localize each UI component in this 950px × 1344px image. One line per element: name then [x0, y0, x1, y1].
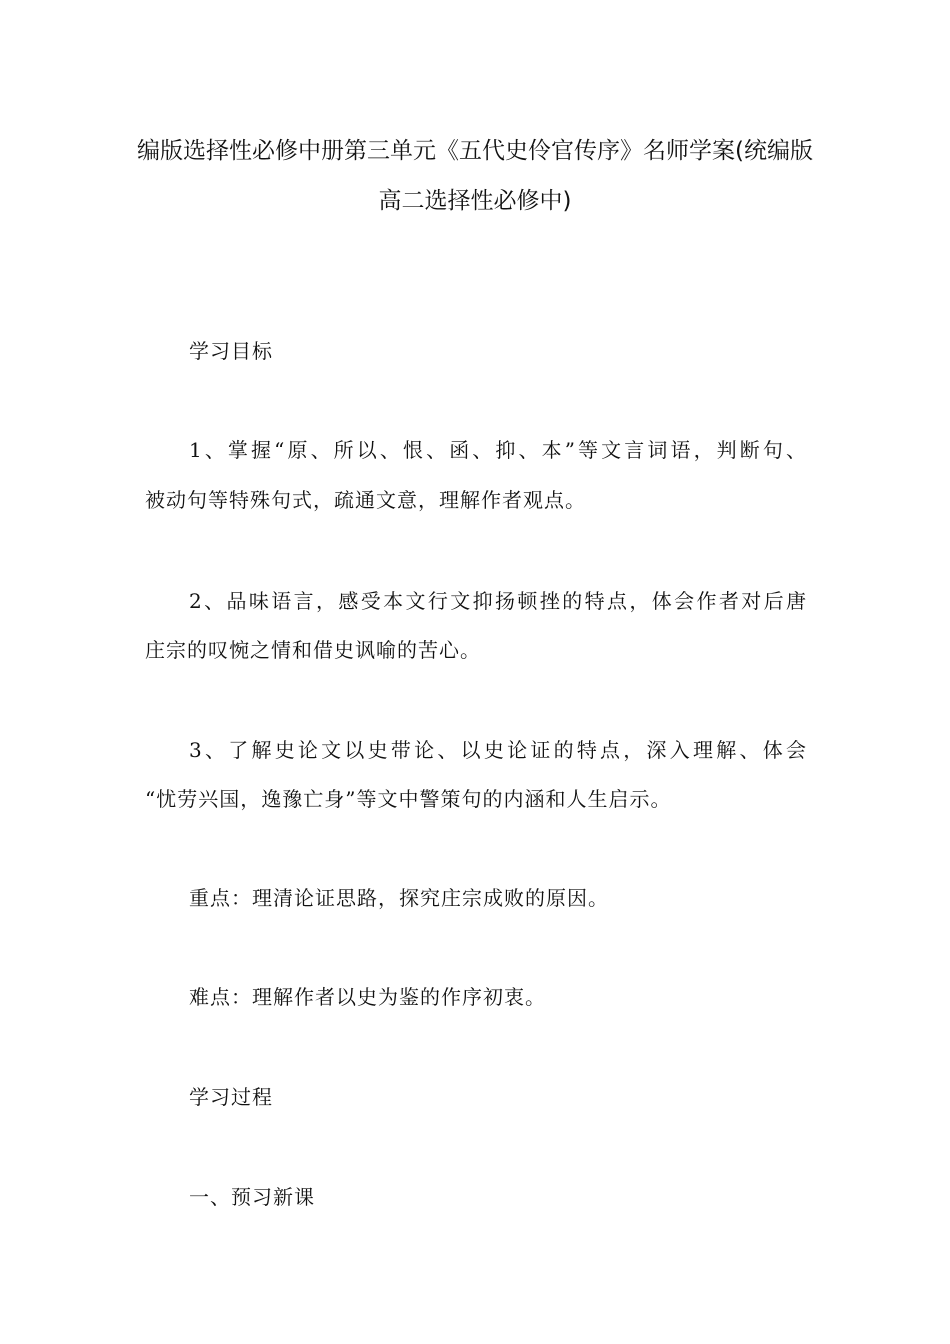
- document-title-line-2: 高二选择性必修中): [378, 188, 572, 214]
- key-point: 重点：理清论证思路，探究庄宗成败的原因。: [189, 886, 609, 910]
- difficult-point: 难点：理解作者以史为鉴的作序初衷。: [189, 985, 546, 1009]
- objective-1-line-1: 1、掌握“原、所以、恨、函、抑、本”等文言词语，判断句、: [189, 438, 807, 462]
- objective-2-line-1: 2、品味语言，感受本文行文抑扬顿挫的特点，体会作者对后唐: [189, 589, 807, 613]
- objective-2-line-2: 庄宗的叹惋之情和借史讽喻的苦心。: [145, 638, 481, 662]
- objective-1-line-2: 被动句等特殊句式，疏通文意，理解作者观点。: [145, 488, 586, 512]
- document-title-line-1: 编版选择性必修中册第三单元《五代史伶官传序》名师学案(统编版: [137, 138, 813, 164]
- objective-3-line-2: “忧劳兴国，逸豫亡身”等文中警策句的内涵和人生启示。: [145, 787, 672, 811]
- section-heading-process: 学习过程: [189, 1085, 273, 1109]
- section-heading-objectives: 学习目标: [189, 339, 273, 363]
- objective-3-line-1: 3、了解史论文以史带论、以史论证的特点，深入理解、体会: [189, 738, 807, 762]
- part-one-heading: 一、预习新课: [189, 1185, 315, 1209]
